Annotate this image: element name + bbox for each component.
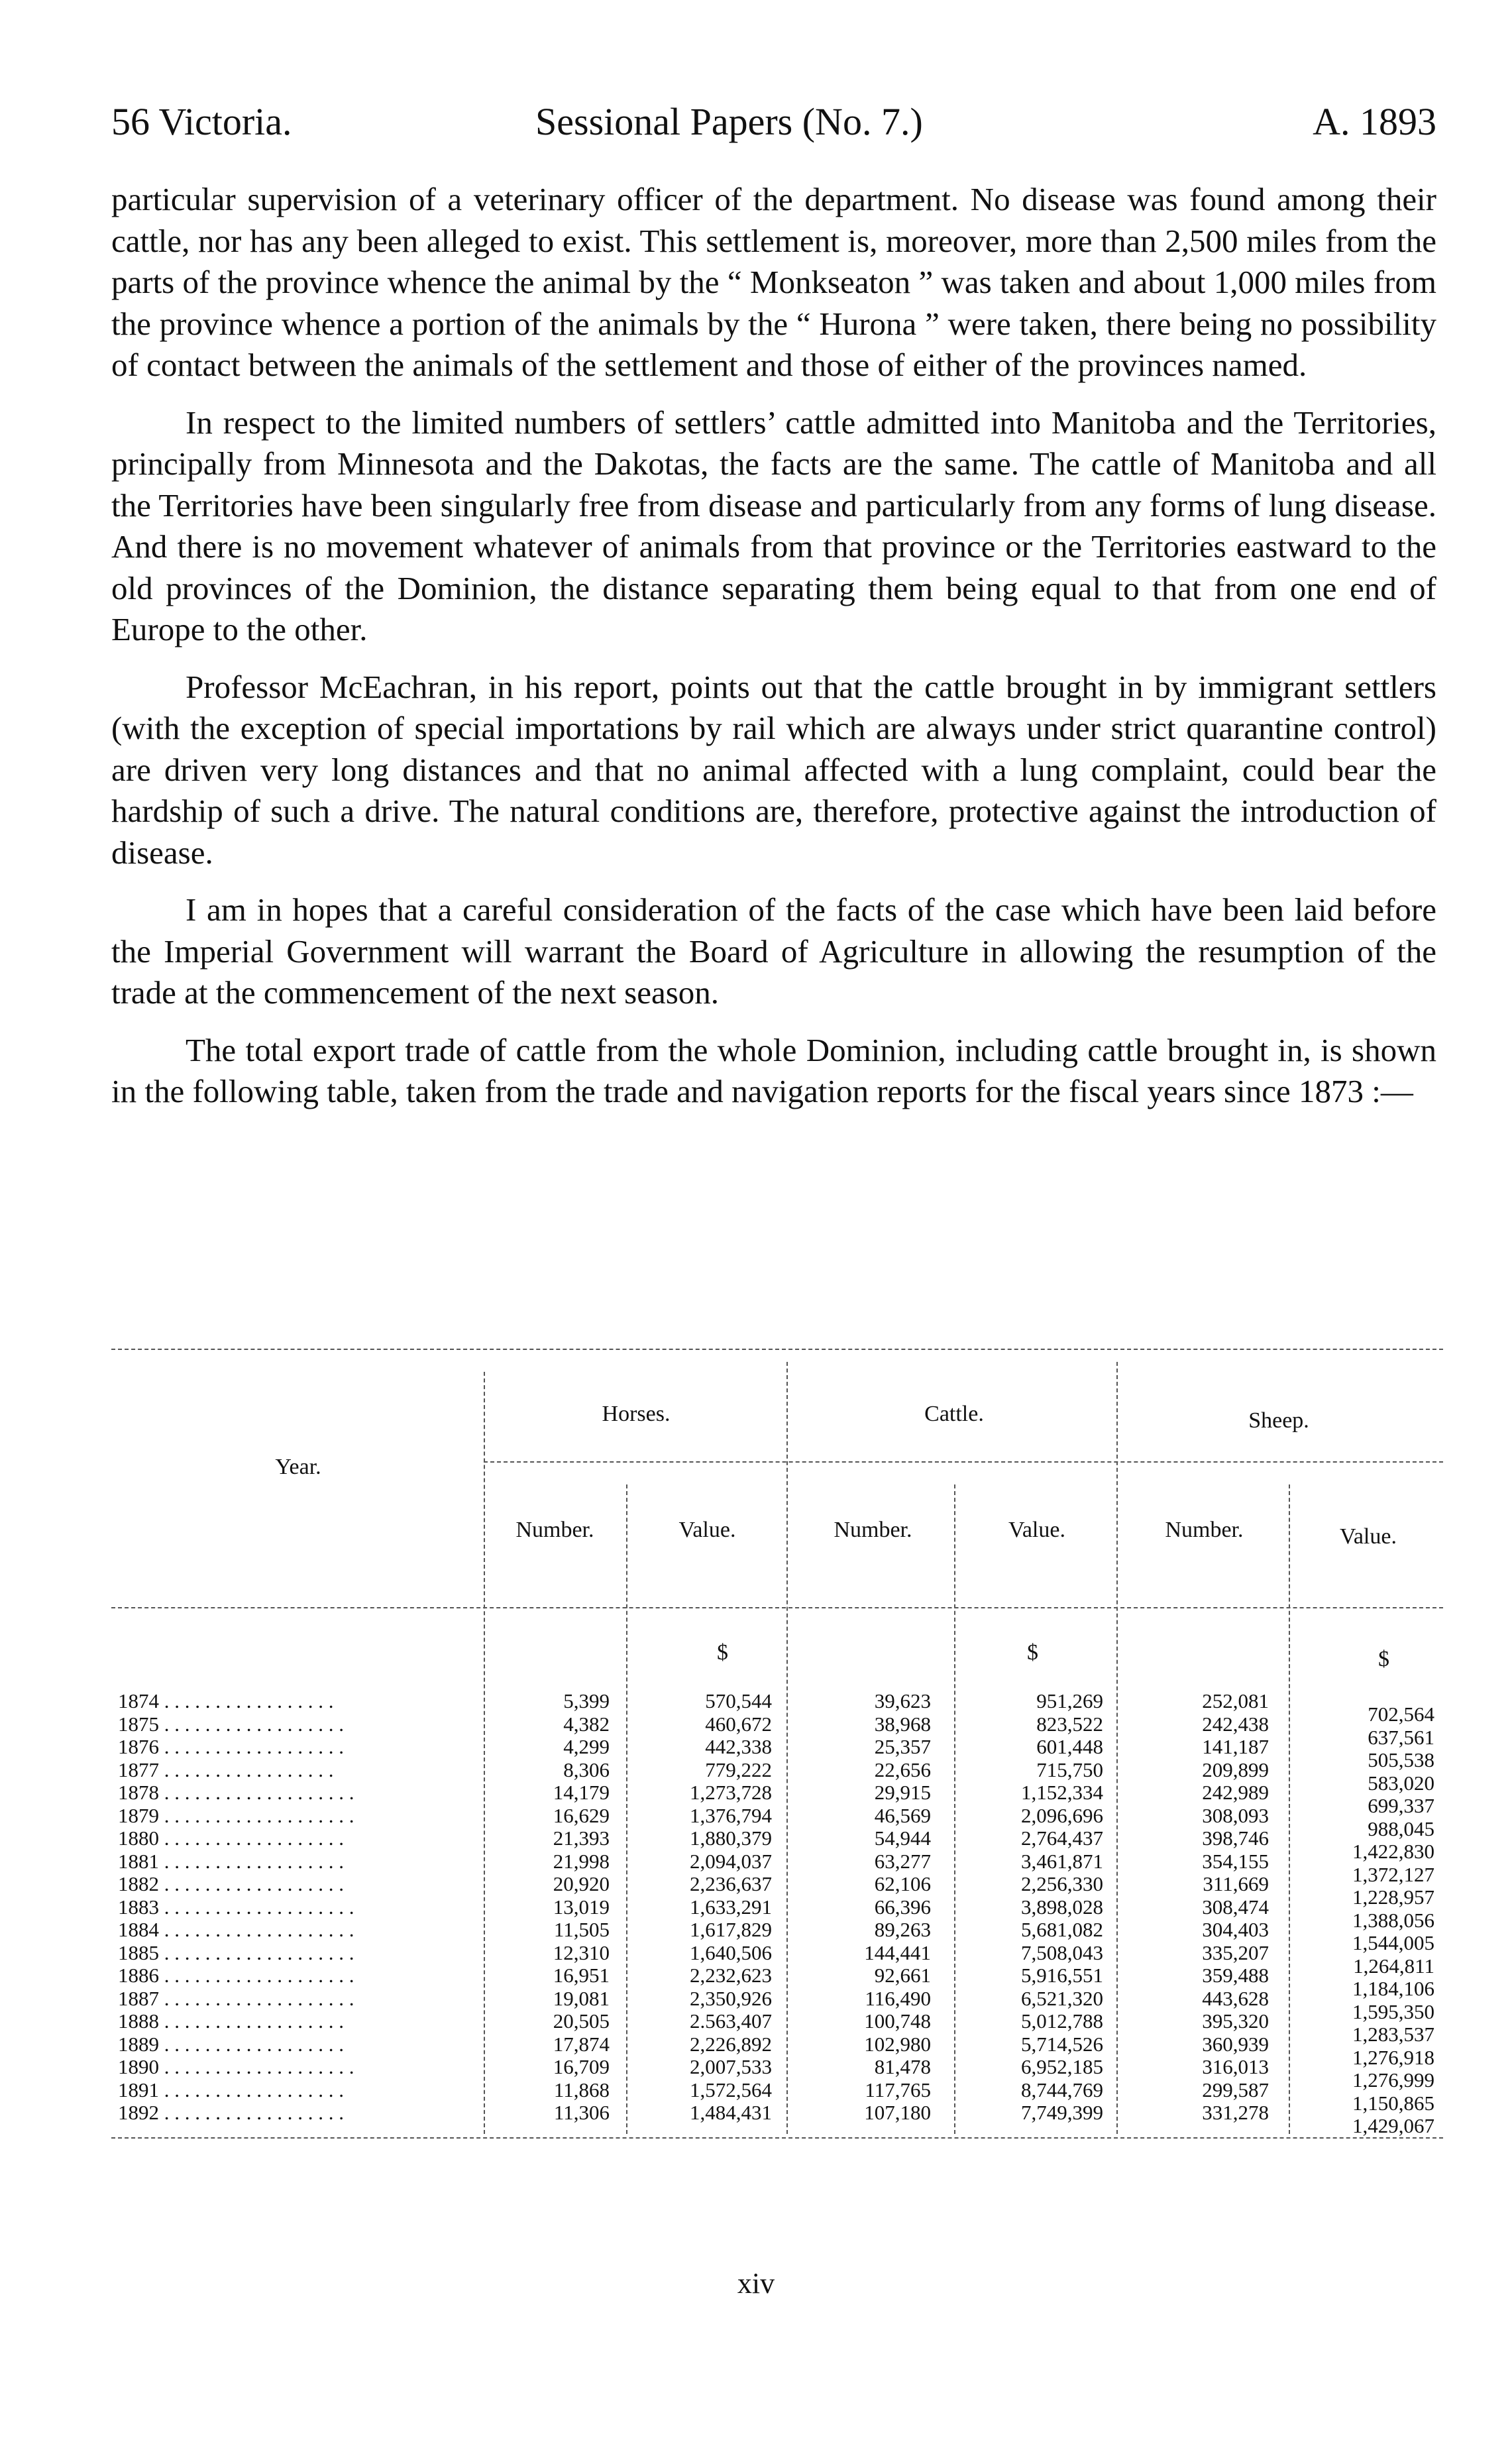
year-cell: 1877 . . . . . . . . . . . . . . . . .	[118, 1758, 334, 1781]
table-cell: 1,264,811	[1353, 1954, 1434, 1978]
table-cell: 1,276,999	[1352, 2068, 1434, 2092]
year-cell: 1878 . . . . . . . . . . . . . . . . . . .	[118, 1781, 354, 1804]
table-cell: 6,521,320	[1021, 1986, 1103, 2010]
table-cell: 242,438	[1202, 1712, 1269, 1736]
column-divider	[626, 1484, 627, 2134]
page-header	[111, 99, 1436, 166]
table-cell: 20,920	[553, 1872, 610, 1895]
year-cell: 1886 . . . . . . . . . . . . . . . . . . .	[118, 1964, 354, 1987]
table-cell: 100,748	[864, 2009, 931, 2033]
table-cell: 1,150,865	[1352, 2091, 1434, 2115]
table-cell: 304,403	[1202, 1918, 1269, 1941]
table-cell: 46,569	[874, 1803, 931, 1827]
table-cell: 395,320	[1202, 2009, 1269, 2033]
table-cell: 1,484,431	[690, 2101, 772, 2124]
table-cell: 1,640,506	[690, 1940, 772, 1964]
year-cell: 1881 . . . . . . . . . . . . . . . . . .	[118, 1849, 344, 1873]
table-cell: 11,868	[553, 2078, 610, 2101]
year-cell: 1887 . . . . . . . . . . . . . . . . . . .	[118, 1986, 354, 2010]
year-cell: 1880 . . . . . . . . . . . . . . . . . .	[118, 1826, 344, 1850]
column-divider	[1289, 1484, 1290, 2134]
table-cell: 116,490	[865, 1986, 931, 2010]
table-cell: 1,422,830	[1352, 1840, 1434, 1863]
table-cell: 8,306	[563, 1758, 610, 1781]
table-cell: 1,184,106	[1352, 1977, 1434, 2000]
table-cell: 2,256,330	[1021, 1872, 1103, 1895]
table-cell: 81,478	[874, 2055, 931, 2078]
cattle-number-header: Number.	[834, 1518, 912, 1542]
table-cell: 823,522	[1036, 1712, 1103, 1736]
header-papers: Sessional Papers (No. 7.)	[535, 100, 923, 143]
year-cell: 1874 . . . . . . . . . . . . . . . . .	[118, 1689, 334, 1712]
cattle-header: Cattle.	[924, 1402, 984, 1426]
column-divider	[484, 1372, 485, 2134]
table-cell: 12,310	[553, 1940, 610, 1964]
table-cell: 6,952,185	[1021, 2055, 1103, 2078]
table-cell: 2,350,926	[690, 1986, 772, 2010]
table-cell: 63,277	[874, 1849, 931, 1873]
table-cell: 1,595,350	[1352, 1999, 1434, 2023]
table-cell: 209,899	[1202, 1758, 1269, 1781]
table-cell: 331,278	[1202, 2101, 1269, 2124]
table-cell: 601,448	[1036, 1735, 1103, 1758]
table-cell: 117,765	[865, 2078, 931, 2101]
table-cell: 311,669	[1203, 1872, 1269, 1895]
currency-symbol: $	[1378, 1647, 1389, 1671]
table-cell: 39,623	[874, 1689, 931, 1712]
table-cell: 1,276,918	[1352, 2045, 1434, 2069]
table-cell: 354,155	[1202, 1849, 1269, 1873]
table-cell: 715,750	[1036, 1758, 1103, 1781]
table-cell: 1,273,728	[690, 1781, 772, 1804]
table-cell: 699,337	[1368, 1794, 1434, 1817]
table-cell: 3,461,871	[1021, 1849, 1103, 1873]
page-number: xiv	[737, 2267, 775, 2300]
year-cell: 1879 . . . . . . . . . . . . . . . . . . .	[118, 1803, 354, 1827]
sheep-number-column	[1140, 1690, 1269, 2125]
table-cell: 17,874	[553, 2032, 610, 2056]
year-cell: 1891 . . . . . . . . . . . . . . . . . .	[118, 2078, 344, 2101]
paragraph: The total export trade of cattle from the whole Dominion, including cattle brought in, is shown in the following table, taken from the trade and navigation reports for the fiscal years since 1873 :—	[111, 1031, 1436, 1109]
table-cell: 443,628	[1202, 1986, 1269, 2010]
table-cell: 25,357	[874, 1735, 931, 1758]
table-cell: 1,372,127	[1352, 1862, 1434, 1886]
table-cell: 16,629	[553, 1803, 610, 1827]
horses-header: Horses.	[602, 1402, 671, 1426]
table-cell: 5,714,526	[1021, 2032, 1103, 2056]
table-cell: 2.563,407	[690, 2009, 772, 2033]
group-rule	[484, 1461, 1443, 1463]
table-cell: 442,338	[705, 1735, 772, 1758]
table-cell: 1,572,564	[690, 2078, 772, 2101]
table-cell: 62,106	[874, 1872, 931, 1895]
table-cell: 4,299	[563, 1735, 610, 1758]
currency-symbol: $	[717, 1640, 728, 1665]
year-cell: 1882 . . . . . . . . . . . . . . . . . .	[118, 1872, 344, 1895]
table-cell: 11,505	[553, 1918, 610, 1941]
table-cell: 3,898,028	[1021, 1895, 1103, 1919]
table-cell: 5,012,788	[1021, 2009, 1103, 2033]
table-cell: 5,681,082	[1021, 1918, 1103, 1941]
year-cell: 1876 . . . . . . . . . . . . . . . . . .	[118, 1735, 344, 1758]
paragraph: In respect to the limited numbers of settlers’ cattle admitted into Manitoba and the Territories, principally from Minnesota and the Dakotas, the facts are the same. The cattle of Manitoba and all the Territories have been singularly free from disease and particularly from any forms of lung disease. And there is no movement whatever of animals from that province or the Territories eastward to the old provinces of the Dominion, the distance separating them being equal to that from one end of Europe to the other.	[111, 404, 1436, 647]
table-cell: 460,672	[705, 1712, 772, 1736]
table-cell: 22,656	[874, 1758, 931, 1781]
table-cell: 308,474	[1202, 1895, 1269, 1919]
table-cell: 2,094,037	[690, 1849, 772, 1873]
table-cell: 252,081	[1202, 1689, 1269, 1712]
table-cell: 335,207	[1202, 1940, 1269, 1964]
table-cell: 144,441	[864, 1940, 931, 1964]
table-cell: 5,916,551	[1021, 1964, 1103, 1987]
table-cell: 2,096,696	[1021, 1803, 1103, 1827]
body-text	[111, 179, 1436, 1129]
table-cell: 308,093	[1202, 1803, 1269, 1827]
table-cell: 398,746	[1202, 1826, 1269, 1850]
table-cell: 1,633,291	[690, 1895, 772, 1919]
table-cell: 16,951	[553, 1964, 610, 1987]
table-cell: 1,617,829	[690, 1918, 772, 1941]
table-cell: 14,179	[553, 1781, 610, 1804]
year-cell: 1884 . . . . . . . . . . . . . . . . . . .	[118, 1918, 354, 1941]
table-cell: 16,709	[553, 2055, 610, 2078]
table-cell: 141,187	[1202, 1735, 1269, 1758]
year-column	[118, 1690, 476, 2125]
horses-number-column	[504, 1690, 610, 2125]
sheep-header: Sheep.	[1248, 1408, 1309, 1433]
sheep-value-column	[1299, 1703, 1434, 2138]
year-header: Year.	[275, 1455, 321, 1479]
year-cell: 1885 . . . . . . . . . . . . . . . . . . .	[118, 1940, 354, 1964]
table-cell: 8,744,769	[1021, 2078, 1103, 2101]
table-cell: 19,081	[553, 1986, 610, 2010]
table-cell: 1,880,379	[690, 1826, 772, 1850]
table-cell: 359,488	[1202, 1964, 1269, 1987]
table-cell: 20,505	[553, 2009, 610, 2033]
table-cell: 637,561	[1368, 1725, 1434, 1749]
year-cell: 1888 . . . . . . . . . . . . . . . . . .	[118, 2009, 344, 2033]
table-cell: 89,263	[874, 1918, 931, 1941]
table-cell: 1,429,067	[1352, 2114, 1434, 2137]
table-cell: 54,944	[874, 1826, 931, 1850]
table-cell: 66,396	[874, 1895, 931, 1919]
table-cell: 242,989	[1202, 1781, 1269, 1804]
year-cell: 1890 . . . . . . . . . . . . . . . . . . .	[118, 2055, 354, 2078]
paragraph: particular supervision of a veterinary officer of the department. No disease was found among their cattle, nor has any been alleged to exist. This settlement is, moreover, more than 2,500 miles from the parts of the province whence the animal by the “ Monkseaton ” was taken and about 1,000 miles from the province whence a portion of the animals by the “ Hurona ” were taken, there being no possibility of contact between the animals of the settlement and those of either of the provinces named.	[111, 181, 1436, 383]
table-cell: 570,544	[705, 1689, 772, 1712]
table-top-rule	[111, 1349, 1443, 1350]
table-cell: 2,226,892	[690, 2032, 772, 2056]
table-cell: 107,180	[864, 2101, 931, 2124]
header-session: 56 Victoria.	[111, 100, 292, 143]
cattle-value-column	[961, 1690, 1103, 2125]
paragraph: Professor McEachran, in his report, points out that the cattle brought in by immigrant settlers (with the exception of special importations by rail which are always under strict quarantine control) are driven very long distances and that no animal affected with a lung complaint, could bear the hardship of such a drive. The natural conditions are, therefore, protective against the introduction of disease.	[111, 668, 1436, 871]
table-cell: 988,045	[1368, 1817, 1434, 1840]
table-cell: 299,587	[1202, 2078, 1269, 2101]
table-cell: 92,661	[874, 1964, 931, 1987]
horses-value-header: Value.	[678, 1518, 736, 1542]
table-cell: 505,538	[1368, 1748, 1434, 1771]
table-cell: 4,382	[563, 1712, 610, 1736]
table-cell: 1,544,005	[1352, 1931, 1434, 1954]
year-cell: 1889 . . . . . . . . . . . . . . . . . .	[118, 2032, 344, 2056]
paragraph: I am in hopes that a careful consideration of the facts of the case which have been laid before the Imperial Government will warrant the Board of Agriculture in allowing the resumption of the trade at the commencement of the next season.	[111, 891, 1436, 1011]
table-cell: 2,232,623	[690, 1964, 772, 1987]
table-cell: 11,306	[553, 2101, 610, 2124]
table-cell: 1,152,334	[1021, 1781, 1103, 1804]
table-cell: 1,228,957	[1352, 1885, 1434, 1909]
table-cell: 5,399	[563, 1689, 610, 1712]
table-cell: 951,269	[1036, 1689, 1103, 1712]
cattle-number-column	[808, 1690, 931, 2125]
table-cell: 360,939	[1202, 2032, 1269, 2056]
table-cell: 13,019	[553, 1895, 610, 1919]
header-bottom-rule	[111, 1607, 1443, 1608]
table-cell: 779,222	[705, 1758, 772, 1781]
table-cell: 21,393	[553, 1826, 610, 1850]
table-cell: 29,915	[874, 1781, 931, 1804]
table-cell: 702,564	[1368, 1703, 1434, 1726]
table-cell: 102,980	[864, 2032, 931, 2056]
table-cell: 583,020	[1368, 1771, 1434, 1795]
horses-value-column	[636, 1690, 772, 2125]
table-cell: 38,968	[874, 1712, 931, 1736]
table-cell: 2,007,533	[690, 2055, 772, 2078]
sheep-number-header: Number.	[1165, 1518, 1244, 1542]
year-cell: 1892 . . . . . . . . . . . . . . . . . .	[118, 2101, 344, 2124]
horses-number-header: Number.	[515, 1518, 594, 1542]
table-cell: 7,508,043	[1021, 1940, 1103, 1964]
table-cell: 21,998	[553, 1849, 610, 1873]
currency-symbol: $	[1027, 1640, 1038, 1665]
header-year: A. 1893	[1313, 100, 1436, 143]
table-cell: 2,236,637	[690, 1872, 772, 1895]
table-cell: 1,376,794	[690, 1803, 772, 1827]
table-cell: 2,764,437	[1021, 1826, 1103, 1850]
column-divider	[1116, 1362, 1118, 2134]
year-cell: 1875 . . . . . . . . . . . . . . . . . .	[118, 1712, 344, 1736]
cattle-value-header: Value.	[1008, 1518, 1065, 1542]
column-divider	[786, 1362, 788, 2134]
table-bottom-rule	[111, 2137, 1443, 2139]
sheep-value-header: Value.	[1340, 1524, 1397, 1549]
table-cell: 316,013	[1202, 2055, 1269, 2078]
table-cell: 1,388,056	[1352, 1908, 1434, 1932]
table-cell: 1,283,537	[1352, 2023, 1434, 2046]
year-cell: 1883 . . . . . . . . . . . . . . . . . . .	[118, 1895, 354, 1919]
column-divider	[954, 1484, 955, 2134]
table-cell: 7,749,399	[1021, 2101, 1103, 2124]
